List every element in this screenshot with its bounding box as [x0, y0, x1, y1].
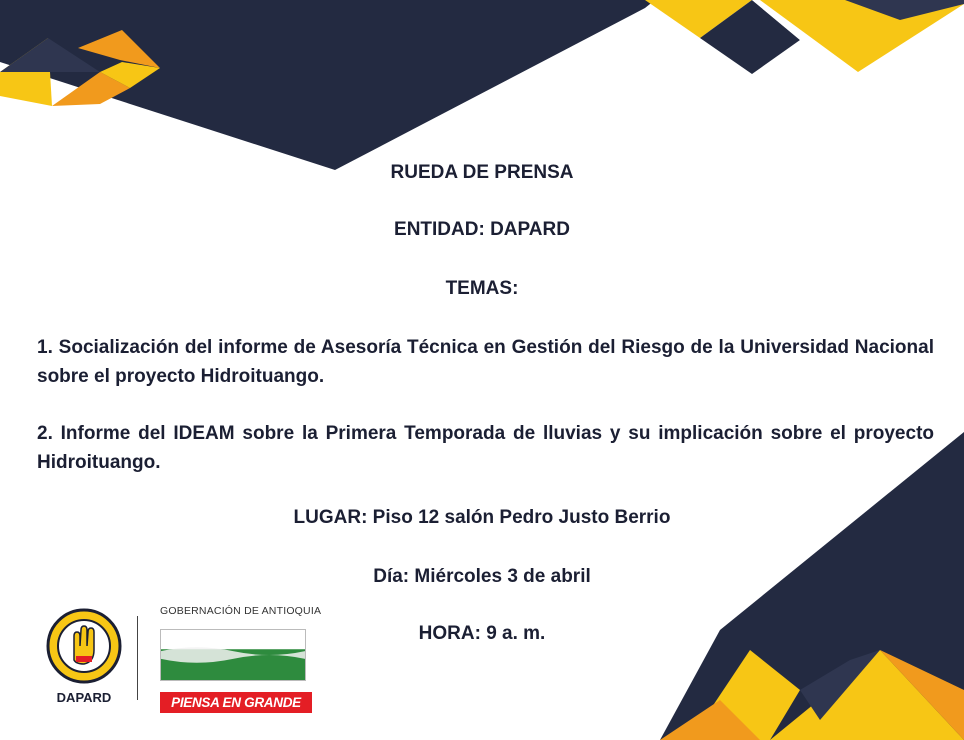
heading: RUEDA DE PRENSA: [390, 162, 574, 183]
gobernacion-title: GOBERNACIÓN DE ANTIOQUIA: [160, 605, 322, 617]
entity-line: ENTIDAD: DAPARD: [394, 219, 570, 240]
logo-separator: [137, 616, 138, 700]
topic-item-2: 2. Informe del IDEAM sobre la Primera Temporada de lluvias y su implicación sobre el proyecto Hidroituango.: [37, 423, 934, 473]
topics-label: TEMAS:: [445, 278, 519, 299]
topic-item-1: 1. Socialización del informe de Asesoría Técnica en Gestión del Riesgo de la Universidad Nacional sobre el proyecto Hidroituango.: [37, 337, 934, 387]
dapard-label: DAPARD: [56, 690, 112, 705]
place-line: LUGAR: Piso 12 salón Pedro Justo Berrio: [293, 507, 671, 528]
time-line: HORA: 9 a. m.: [418, 623, 546, 644]
antioquia-flag-icon: [160, 629, 306, 681]
gobernacion-logo: [160, 605, 322, 713]
gobernacion-slogan: PIENSA EN GRANDE: [160, 692, 312, 713]
day-line: Día: Miércoles 3 de abril: [373, 566, 591, 587]
